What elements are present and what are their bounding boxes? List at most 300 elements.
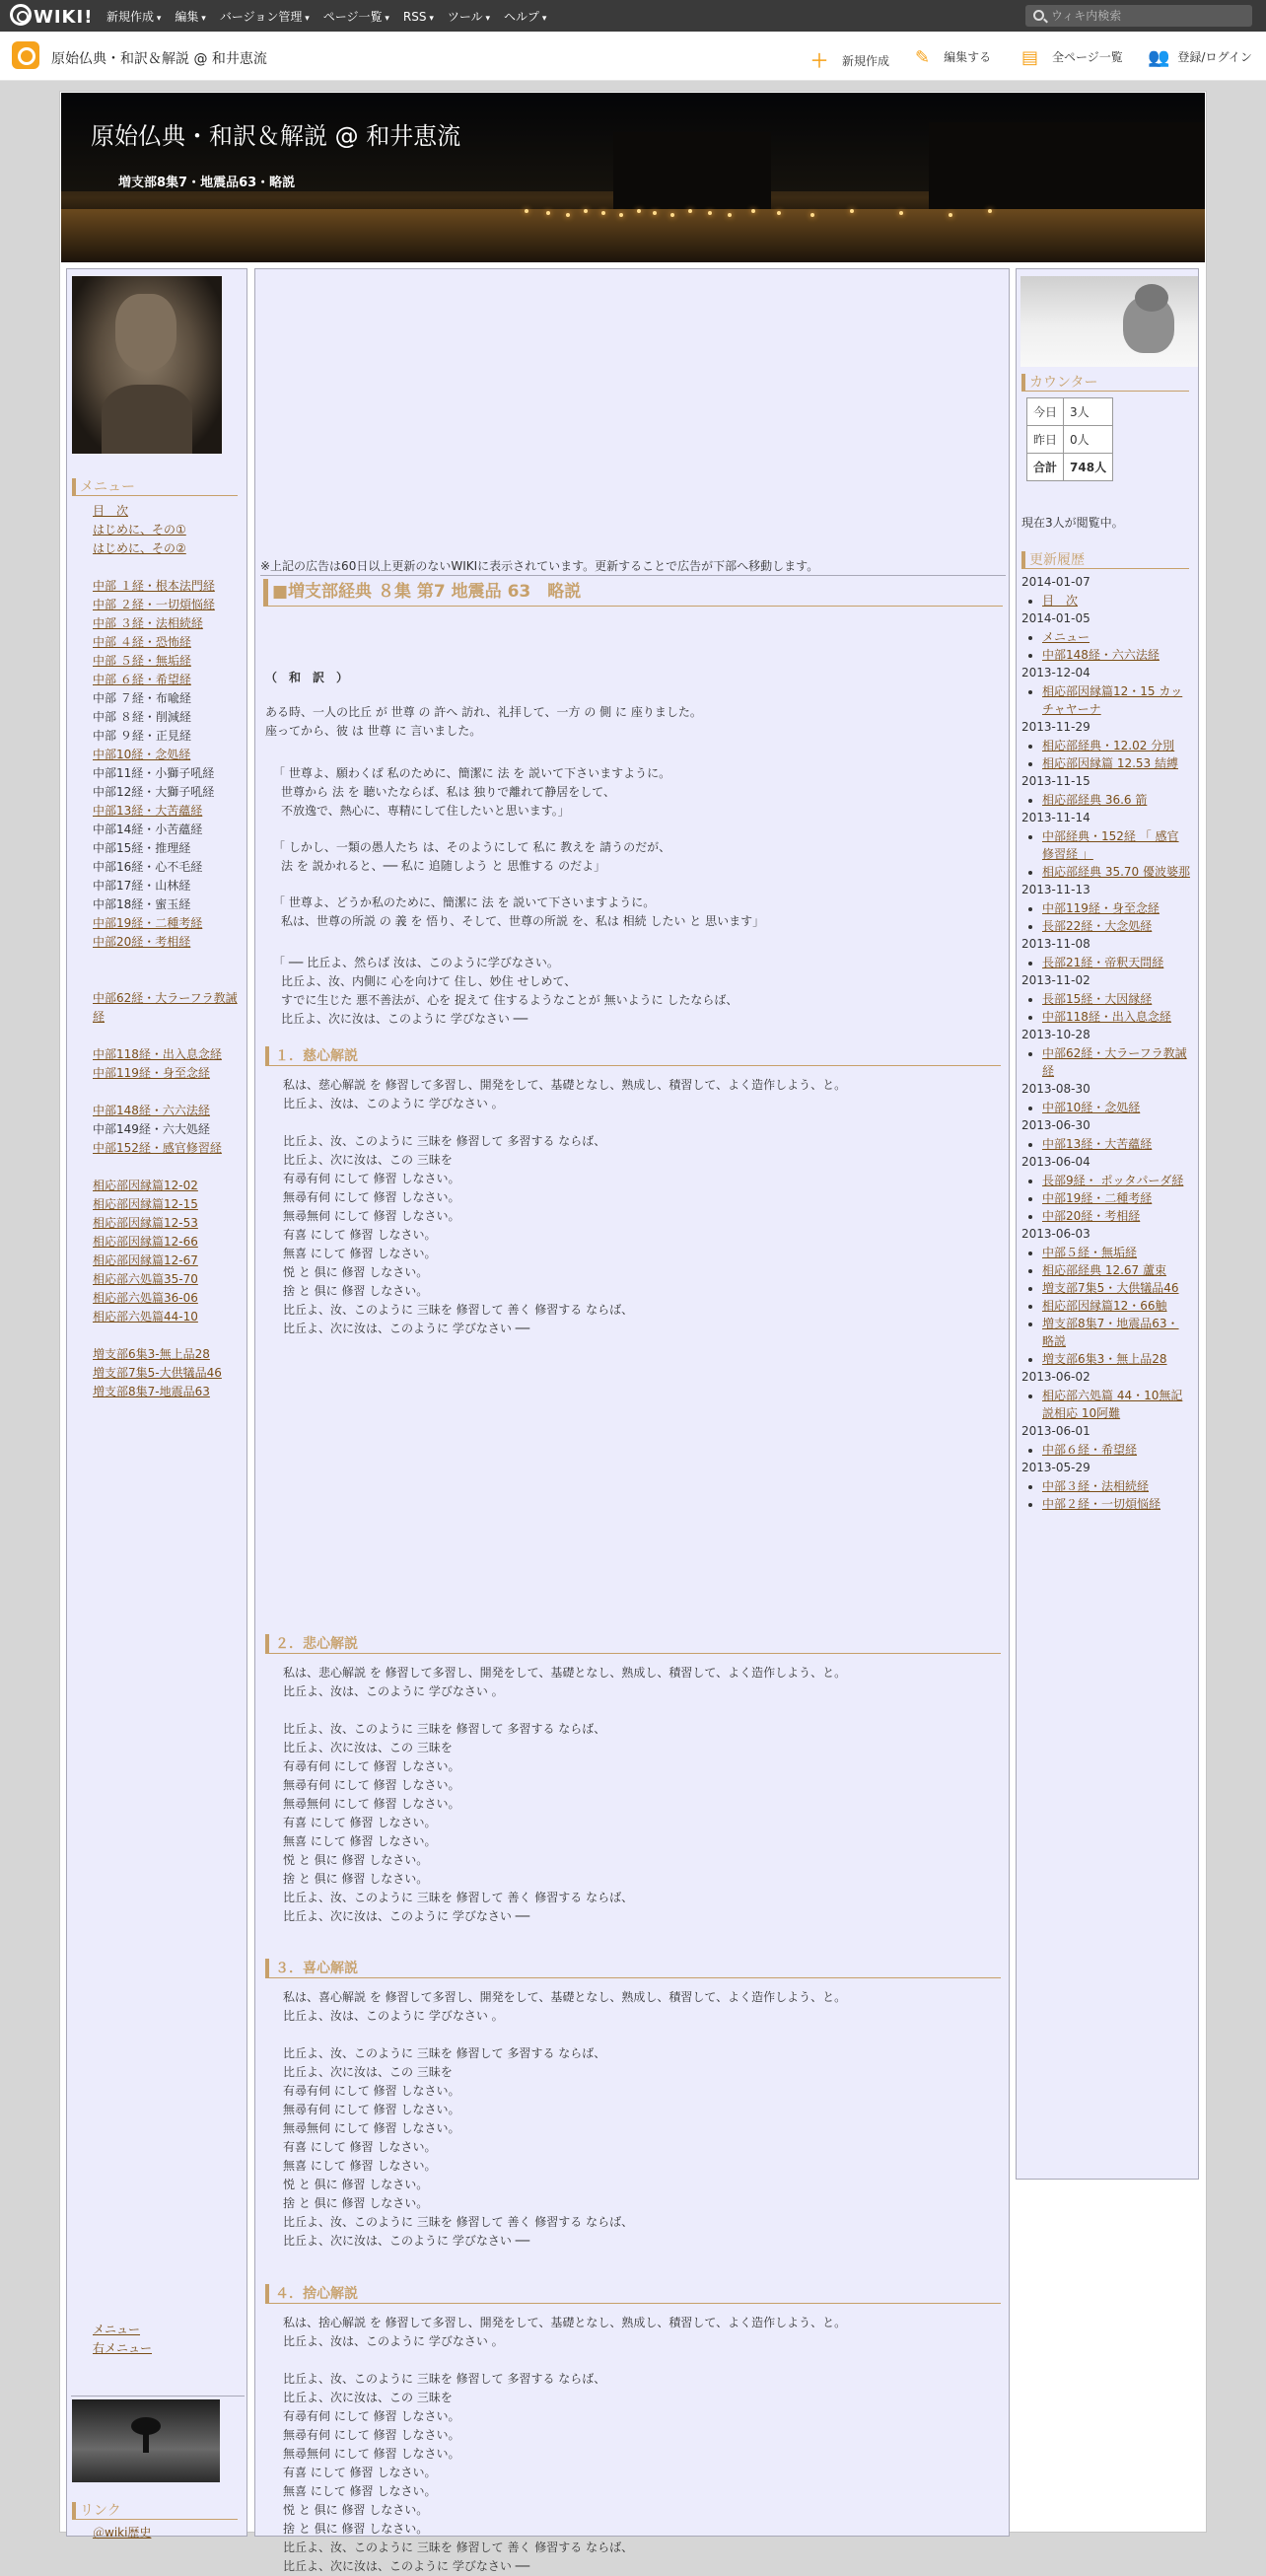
- text-line: 法 を 説かれると、── 私に 追随しよう と 思惟する のだよ」: [281, 859, 606, 873]
- history-list: [1017, 899, 1198, 935]
- menu-item: [93, 839, 246, 858]
- menu-link[interactable]: 中部 ３経・法相続経: [93, 616, 203, 630]
- table-row: [1027, 454, 1113, 481]
- menu-item[interactable]: [93, 1364, 246, 1383]
- text-line: 有尋有伺 にして 修習 しなさい。: [283, 2409, 460, 2423]
- menu-item: [93, 821, 246, 839]
- list-item[interactable]: [1042, 1387, 1198, 1422]
- history-link[interactable]: 中部３経・法相続経: [1042, 1479, 1150, 1493]
- menu-item: [93, 1776, 246, 1795]
- menu-item[interactable]: [93, 1045, 246, 1064]
- building-silhouette: [613, 132, 771, 221]
- history-link[interactable]: 中部62経・大ラーフラ教誡経: [1042, 1046, 1187, 1078]
- street-light: [728, 213, 732, 217]
- history-link[interactable]: メニュー: [1042, 630, 1090, 644]
- menu-item[interactable]: [93, 539, 246, 558]
- history-link[interactable]: 中部６経・希望経: [1042, 1443, 1138, 1457]
- menu-item: [93, 1645, 246, 1664]
- street-light: [584, 209, 588, 213]
- history-link[interactable]: 中部５経・無垢経: [1042, 1246, 1138, 1259]
- history-date: 2013-08-30: [1021, 1082, 1090, 1096]
- list-item[interactable]: [1042, 737, 1198, 754]
- menu-item: [93, 558, 246, 577]
- menu-link[interactable]: 相応部因縁篇12-02: [93, 1179, 198, 1192]
- menu-item: [93, 1720, 246, 1739]
- menu-item[interactable]: [93, 1289, 246, 1308]
- text-fragment: 悲心解説: [318, 1666, 367, 1680]
- menu-item[interactable]: [93, 989, 246, 1027]
- list-item[interactable]: [1042, 1350, 1198, 1368]
- divider: [260, 575, 1006, 576]
- history-date: 2013-06-03: [1021, 1227, 1090, 1241]
- list-item[interactable]: [1042, 1441, 1198, 1459]
- menu-link[interactable]: 相応部六処篇35-70: [93, 1272, 198, 1286]
- menu-item[interactable]: [93, 502, 246, 521]
- list-item[interactable]: [1042, 754, 1198, 772]
- top-menu-item[interactable]: バージョン管理 ▾: [220, 10, 310, 24]
- menu-item: [93, 1851, 246, 1870]
- text-fragment: を 修習して多習し、開発をして、基礎となし、熟成し、積習して、よく造作しよう、と。: [366, 1990, 847, 2004]
- menu-item[interactable]: [93, 1383, 246, 1401]
- list-item[interactable]: [1042, 1244, 1198, 1261]
- menu-item[interactable]: [93, 933, 246, 952]
- list-item[interactable]: [1042, 592, 1198, 609]
- menu-link[interactable]: 中部 ４経・恐怖経: [93, 635, 191, 649]
- text-line: 「 世尊よ、願わくば 私のために、簡潔に 法 を 説いて下さいますように。: [273, 766, 671, 780]
- list-item[interactable]: [93, 2524, 246, 2542]
- menu-label: 中部 ７経・布喩経: [93, 691, 191, 705]
- blank-line: [283, 1701, 1005, 1720]
- list-item[interactable]: [1042, 1297, 1198, 1315]
- menu-item[interactable]: [93, 802, 246, 821]
- menu-item[interactable]: [93, 671, 246, 689]
- menu-item: [93, 1682, 246, 1701]
- section-body: [255, 1076, 1005, 1338]
- list-item[interactable]: [1042, 628, 1198, 646]
- street-ground: [61, 209, 1205, 262]
- history-list: [1017, 737, 1198, 772]
- menu-item: [93, 2226, 246, 2245]
- history-link[interactable]: 中部20経・考相経: [1042, 1209, 1141, 1223]
- menu-link[interactable]: 右メニュー: [93, 2341, 153, 2355]
- header-subtitle: 増支部8集7・地震品63・略説: [118, 176, 296, 190]
- text-line: 無喜 にして 修習 しなさい。: [283, 1247, 437, 1260]
- text-line: [283, 1988, 1005, 2007]
- menu-item[interactable]: [93, 1214, 246, 1233]
- section-heading: ３．喜心解説: [265, 1959, 1001, 1978]
- history-link[interactable]: 目 次: [1042, 594, 1079, 608]
- menu-link[interactable]: 相応部因縁篇12-15: [93, 1197, 198, 1211]
- text-line: 比丘よ、次に汝は、この 三昧を: [283, 2391, 453, 2404]
- menu-item: [93, 689, 246, 708]
- menu-item[interactable]: [93, 1195, 246, 1214]
- search-icon: [1033, 10, 1044, 21]
- text-line: 「 しかし、一類の愚人たち は、そのようにして 私に 教えを 請うのだが、: [273, 840, 671, 854]
- menu-item: [93, 1870, 246, 1889]
- menu-item: [93, 895, 246, 914]
- top-menu-item[interactable]: ヘルプ ▾: [504, 10, 546, 24]
- menu-link[interactable]: 相応部因縁篇12-66: [93, 1235, 198, 1249]
- text-line: 不放逸で、熱心に、専精にして住したいと思います。」: [281, 804, 570, 818]
- list-item[interactable]: [1042, 1135, 1198, 1153]
- site-title-link[interactable]: 原始仏典・和訳＆解説 @ 和井恵流: [51, 51, 267, 67]
- text-line: ある時、一人の比丘 が 世尊 の 許へ 訪れ、礼拝して、一方 の 側 に 座りました。: [265, 705, 702, 719]
- new-page-button[interactable]: ＋ 新規作成: [810, 47, 889, 73]
- menu-link[interactable]: 相応部六処篇44-10: [93, 1310, 198, 1324]
- menu-item: [93, 1589, 246, 1608]
- menu-link[interactable]: 中部 ２経・一切煩悩経: [93, 598, 215, 611]
- section-body: [255, 1988, 1005, 2251]
- menu-link[interactable]: 中部118経・出入息念経: [93, 1047, 222, 1061]
- text-line: 比丘よ、汝、このように 三昧を 修習して 善く 修習する ならば、: [283, 1891, 634, 1904]
- menu-item: [93, 1439, 246, 1458]
- menu-item: [93, 1907, 246, 1926]
- street-light: [670, 213, 674, 217]
- site-logo-icon[interactable]: [12, 41, 39, 69]
- pencil-icon: ✎: [915, 47, 931, 68]
- top-menu-item[interactable]: 編集 ▾: [175, 10, 205, 24]
- buddha-head: [115, 294, 176, 371]
- history-link[interactable]: 長部9経・ ポッタパーダ経: [1042, 1174, 1184, 1187]
- text-line: 無尋無伺 にして 修習 しなさい。: [283, 1797, 460, 1811]
- menu-item[interactable]: [93, 2339, 246, 2358]
- history-link[interactable]: 相応部経典 36.6 箭: [1042, 793, 1148, 807]
- text-line: 有尋有伺 にして 修習 しなさい。: [283, 1172, 460, 1185]
- menu-item: [93, 952, 246, 970]
- menu-link[interactable]: 中部 ６経・希望経: [93, 673, 191, 686]
- list-item[interactable]: [1042, 682, 1198, 718]
- history-date: 2013-11-13: [1021, 883, 1090, 896]
- blank-line: [283, 2351, 1005, 2370]
- menu-link[interactable]: はじめに、その②: [93, 541, 186, 555]
- menu-link[interactable]: 中部19経・二種考経: [93, 916, 203, 930]
- street-light: [653, 211, 657, 215]
- text-line: 有尋有伺 にして 修習 しなさい。: [283, 1759, 460, 1773]
- list-item[interactable]: [1042, 827, 1198, 863]
- history-date: 2013-11-29: [1021, 720, 1090, 734]
- search-input[interactable]: [1025, 5, 1252, 27]
- edit-button[interactable]: ✎ 編集する: [915, 47, 992, 68]
- menu-link[interactable]: はじめに、その①: [93, 523, 186, 537]
- menu-item: [93, 1832, 246, 1851]
- history-link[interactable]: 中部148経・六六法経: [1042, 648, 1160, 662]
- menu-item[interactable]: [93, 914, 246, 933]
- menu-item: [93, 1495, 246, 1514]
- street-light: [601, 211, 605, 215]
- menu-item: [93, 1458, 246, 1476]
- menu-item[interactable]: [93, 652, 246, 671]
- history-link[interactable]: 長部15経・大因縁経: [1042, 992, 1153, 1006]
- menu-item[interactable]: [93, 521, 246, 539]
- menu-item: [93, 2076, 246, 2095]
- menu-item: [93, 1514, 246, 1533]
- menu-item: [93, 708, 246, 727]
- street-light: [810, 213, 814, 217]
- counter-value: 748人: [1064, 454, 1113, 481]
- menu-item: [93, 2170, 246, 2188]
- text-line: 比丘よ、次に汝は、この 三昧を: [283, 1153, 453, 1167]
- text-line: 比丘よ、汝、このように 三昧を 修習して 多習する ならば、: [283, 2372, 606, 2386]
- menu-link[interactable]: 中部 ５経・無垢経: [93, 654, 191, 668]
- history-link[interactable]: 中部13経・大苦蘊経: [1042, 1137, 1153, 1151]
- list-item[interactable]: [1042, 1172, 1198, 1189]
- menu-item: [93, 1608, 246, 1626]
- history-link[interactable]: 増支部8集7・地震品63・略説: [1042, 1317, 1179, 1348]
- menu-item: [93, 1982, 246, 2001]
- history-date: 2013-06-02: [1021, 1370, 1090, 1384]
- top-menu-item[interactable]: 新規作成 ▾: [106, 10, 161, 24]
- counter-label: 合計: [1027, 454, 1064, 481]
- street-light: [949, 213, 952, 217]
- menu-item: [93, 2151, 246, 2170]
- wiki-logo[interactable]: [10, 4, 93, 28]
- history-link[interactable]: 相応部因縁篇 12.53 結縛: [1042, 756, 1178, 770]
- street-light: [899, 211, 903, 215]
- menu-item: [93, 1120, 246, 1139]
- text-line: 無尋有伺 にして 修習 しなさい。: [283, 2428, 460, 2442]
- history-link[interactable]: 相応部因縁篇12・15 カッチャヤーナ: [1042, 684, 1183, 716]
- menu-item: [93, 2263, 246, 2282]
- intro-paragraph: [265, 703, 995, 741]
- text-line: 無喜 にして 修習 しなさい。: [283, 2159, 437, 2173]
- menu-item[interactable]: [93, 746, 246, 764]
- text-line: 悦 と 俱に 修習 しなさい。: [283, 1265, 429, 1279]
- text-fragment: を 修習して多習し、開発をして、基礎となし、熟成し、積習して、よく造作しよう、と。: [366, 1666, 847, 1680]
- list-item[interactable]: [1042, 1189, 1198, 1207]
- text-line: 有尋有伺 にして 修習 しなさい。: [283, 2084, 460, 2098]
- user-add-icon: 👥: [1148, 47, 1170, 68]
- menu-link[interactable]: 増支部8集7-地震品63: [93, 1385, 210, 1398]
- history-link[interactable]: 相応部経典・12.02 分別: [1042, 739, 1175, 752]
- menu-link[interactable]: 中部13経・大苦蘊経: [93, 804, 203, 818]
- text-line: [283, 1664, 1005, 1682]
- top-menu-item[interactable]: ページ一覧 ▾: [323, 10, 389, 24]
- menu-item: [93, 764, 246, 783]
- menu-link[interactable]: 増支部6集3-無上品28: [93, 1347, 210, 1361]
- street-light: [688, 209, 692, 213]
- section-body: [255, 2314, 1005, 2576]
- menu-item: [93, 1945, 246, 1964]
- menu-item: [93, 1701, 246, 1720]
- menu-link[interactable]: 相応部六処篇36-06: [93, 1291, 198, 1305]
- divider: [71, 2396, 245, 2397]
- menu-item[interactable]: [93, 1064, 246, 1083]
- menu-item[interactable]: [93, 1252, 246, 1270]
- document-icon: ▤: [1021, 47, 1039, 68]
- cat-image: [1020, 276, 1198, 367]
- menu-label: 中部 ９経・正見経: [93, 729, 191, 743]
- menu-item[interactable]: [93, 2321, 246, 2339]
- list-item[interactable]: [1042, 1315, 1198, 1350]
- quote-block: [273, 894, 764, 931]
- list-item[interactable]: [1042, 863, 1198, 881]
- history-link[interactable]: 中部２経・一切煩悩経: [1042, 1497, 1161, 1511]
- menu-item: [93, 2001, 246, 2020]
- text-line: 悦 と 俱に 修習 しなさい。: [283, 2503, 429, 2517]
- text-line: 無尋有伺 にして 修習 しなさい。: [283, 2103, 460, 2116]
- menu-item: [93, 1476, 246, 1495]
- menu-label: 中部12経・大獅子吼経: [93, 785, 215, 799]
- menu-item[interactable]: [93, 1102, 246, 1120]
- history-list: [1017, 1044, 1198, 1080]
- menu-item: [93, 2188, 246, 2207]
- history-list: [1017, 1099, 1198, 1116]
- menu-item: [93, 1964, 246, 1982]
- text-line: 比丘よ、汝、このように 三昧を 修習して 多習する ならば、: [283, 2046, 606, 2060]
- street-light: [850, 209, 854, 213]
- counter-value: 0人: [1064, 426, 1113, 454]
- history-link[interactable]: 中部19経・二種考経: [1042, 1191, 1153, 1205]
- menu-item[interactable]: [93, 1233, 246, 1252]
- top-navbar: [0, 0, 1266, 32]
- tree-image: [72, 2399, 220, 2482]
- section-body: [255, 1664, 1005, 1926]
- history-link[interactable]: 長部22経・大念処経: [1042, 919, 1153, 933]
- login-button[interactable]: 👥 登録/ログイン: [1148, 47, 1252, 68]
- history-link[interactable]: 相応部因縁篇12・66触: [1042, 1299, 1167, 1313]
- history-link[interactable]: 相応部経典 12.67 蘆束: [1042, 1263, 1166, 1277]
- text-line: 捨 と 俱に 修習 しなさい。: [283, 2196, 429, 2210]
- history-list: [1017, 990, 1198, 1026]
- menu-item: [93, 877, 246, 895]
- text-line: 比丘よ、次に汝は、このように 学びなさい ──: [281, 1012, 528, 1026]
- list-item[interactable]: [1042, 899, 1198, 917]
- page-heading: ■増支部経典 ８集 第7 地震品 63 略説: [263, 579, 1003, 607]
- list-item[interactable]: [1042, 646, 1198, 664]
- list-item[interactable]: [1042, 954, 1198, 971]
- tree-crown: [131, 2417, 161, 2435]
- menu-item[interactable]: [93, 577, 246, 596]
- history-date: 2013-11-02: [1021, 973, 1090, 987]
- text-line: 無尋無伺 にして 修習 しなさい。: [283, 2121, 460, 2135]
- menu-label: 中部16経・心不毛経: [93, 860, 203, 874]
- history-link[interactable]: 中部119経・身至念経: [1042, 901, 1160, 915]
- history-link[interactable]: 増支部6集3・無上品28: [1042, 1352, 1167, 1366]
- history-link[interactable]: 相応部経典 35.70 優波婆那: [1042, 865, 1190, 879]
- list-item[interactable]: [1042, 990, 1198, 1008]
- menu-item: [93, 1083, 246, 1102]
- menu-item: [93, 2113, 246, 2132]
- list-item[interactable]: [1042, 1008, 1198, 1026]
- list-item[interactable]: [1042, 1495, 1198, 1513]
- cat-head: [1135, 284, 1168, 312]
- text-line: 比丘よ、汝、このように 三昧を 修習して 多習する ならば、: [283, 1722, 606, 1736]
- menu-item: [93, 1739, 246, 1757]
- history-link[interactable]: 相応部六処篇 44・10無記説相応 10阿難: [1042, 1389, 1183, 1420]
- menu-item[interactable]: [93, 614, 246, 633]
- wayaku-label: （ 和 訳 ）: [265, 671, 349, 684]
- menu-item: [93, 727, 246, 746]
- history-list: [1017, 827, 1198, 881]
- menu-item: [93, 1814, 246, 1832]
- menu-item: [93, 1420, 246, 1439]
- menu-link[interactable]: 中部119経・身至念経: [93, 1066, 210, 1080]
- text-line: 有喜 にして 修習 しなさい。: [283, 2140, 437, 2154]
- history-link[interactable]: 中部10経・念処経: [1042, 1101, 1141, 1114]
- list-item[interactable]: [1042, 1207, 1198, 1225]
- history-date: 2013-05-29: [1021, 1461, 1090, 1474]
- ad-notice: ※上記の広告は60日以上更新のないWIKIに表示されています。更新することで広告が下部へ移動します。: [260, 559, 819, 573]
- history-link[interactable]: 長部21経・帝釈天問経: [1042, 956, 1164, 969]
- buddha-shoulders: [102, 385, 192, 454]
- history-list: [1017, 791, 1198, 809]
- history-list: [1017, 954, 1198, 971]
- menu-item[interactable]: [93, 1308, 246, 1326]
- menu-link[interactable]: 中部20経・考相経: [93, 935, 191, 949]
- history-date: 2013-12-04: [1021, 666, 1090, 680]
- quote-block: [273, 764, 670, 821]
- counter-label: 今日: [1027, 398, 1064, 426]
- menu-item[interactable]: [93, 1139, 246, 1158]
- list-item[interactable]: [1042, 1044, 1198, 1080]
- menu-link[interactable]: 中部62経・大ラーフラ教誡経: [93, 991, 238, 1024]
- menu-link[interactable]: 中部148経・六六法経: [93, 1104, 210, 1117]
- list-item[interactable]: [1042, 917, 1198, 935]
- history-date: 2013-11-14: [1021, 811, 1090, 824]
- history-link[interactable]: 増支部7集5・大供犠品46: [1042, 1281, 1179, 1295]
- menu-item[interactable]: [93, 1270, 246, 1289]
- plus-icon: ＋: [810, 51, 828, 72]
- site-bar: [0, 32, 1266, 81]
- text-line: 捨 と 俱に 修習 しなさい。: [283, 2522, 429, 2536]
- text-line: 比丘よ、次に汝は、このように 学びなさい ──: [283, 2234, 530, 2248]
- menu-link[interactable]: 中部152経・感官修習経: [93, 1141, 222, 1155]
- quote-block: [273, 838, 670, 876]
- list-item[interactable]: [1042, 791, 1198, 809]
- menu-link[interactable]: 増支部7集5-大供犠品46: [93, 1366, 222, 1380]
- counter-table: [1026, 397, 1113, 481]
- list-item[interactable]: [1042, 1099, 1198, 1116]
- text-fragment: 喜心解説: [318, 1990, 367, 2004]
- menu-link[interactable]: 中部 １経・根本法門経: [93, 579, 215, 593]
- list-item[interactable]: [1042, 1261, 1198, 1279]
- blank-line: [283, 2026, 1005, 2044]
- list-item[interactable]: [1042, 1279, 1198, 1297]
- history-heading: 更新履歴: [1021, 551, 1189, 569]
- list-item[interactable]: [1042, 1477, 1198, 1495]
- menu-item: [93, 1570, 246, 1589]
- history-list: [1017, 1135, 1198, 1153]
- menu-link[interactable]: 目 次: [93, 504, 129, 518]
- history-link[interactable]: 中部経典・152経 「 感官修習経 」: [1042, 829, 1179, 861]
- history-link[interactable]: 中部118経・出入息念経: [1042, 1010, 1171, 1024]
- text-line: 比丘よ、次に汝は、このように 学びなさい ──: [283, 1322, 530, 1335]
- menu-link[interactable]: メニュー: [93, 2323, 141, 2336]
- street-light: [708, 211, 712, 215]
- history-date: 2013-06-04: [1021, 1155, 1090, 1169]
- text-fragment: 慈心解説: [318, 1078, 367, 1092]
- building-silhouette: [929, 122, 1205, 221]
- menu-link[interactable]: 相応部因縁篇12-53: [93, 1216, 198, 1230]
- menu-link[interactable]: 相応部因縁篇12-67: [93, 1253, 198, 1267]
- all-pages-button[interactable]: ▤ 全ページ一覧: [1021, 47, 1123, 68]
- history-date: 2013-11-08: [1021, 937, 1090, 951]
- right-sidebar: [1016, 268, 1199, 2180]
- menu-heading: メニュー: [72, 478, 238, 496]
- menu-item[interactable]: [93, 596, 246, 614]
- menu-item[interactable]: [93, 633, 246, 652]
- table-row: [1027, 398, 1113, 426]
- text-fragment: 私は、: [283, 2316, 319, 2329]
- menu-item[interactable]: [93, 1345, 246, 1364]
- top-menu-item[interactable]: ツール ▾: [448, 10, 490, 24]
- top-menu-item[interactable]: RSS ▾: [403, 10, 434, 24]
- menu-item[interactable]: [93, 1177, 246, 1195]
- link-item[interactable]: ＠wiki歴史: [93, 2526, 152, 2540]
- main-content: [254, 268, 1010, 2573]
- menu-item: [93, 1664, 246, 1682]
- menu-link[interactable]: 中部10経・念処経: [93, 748, 191, 761]
